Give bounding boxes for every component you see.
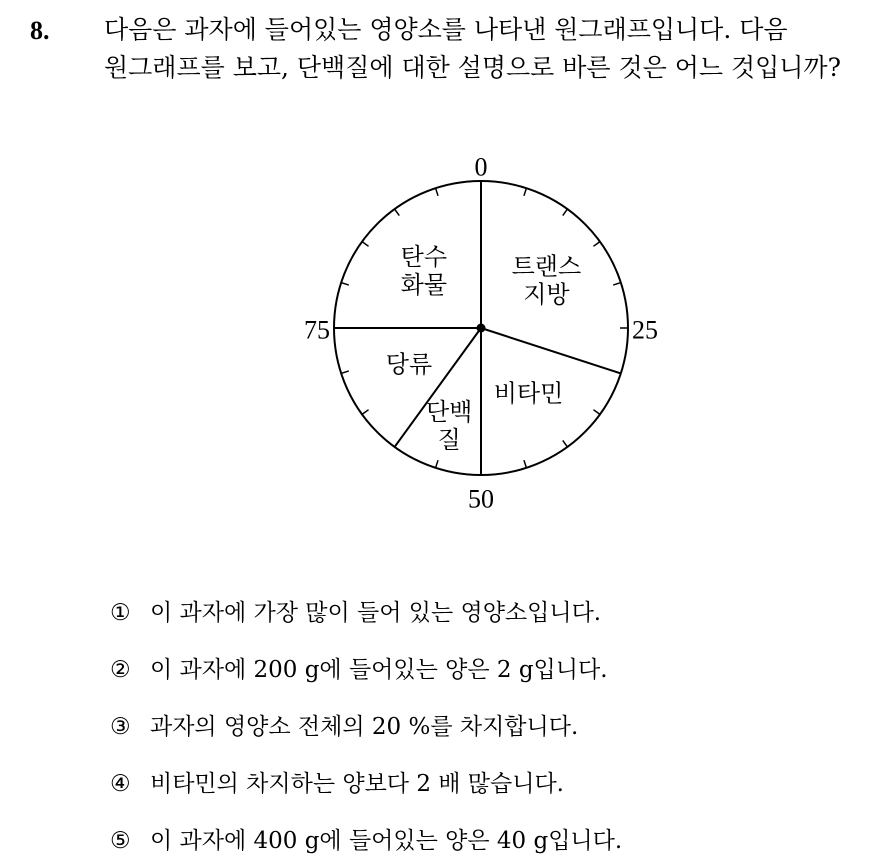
center-dot: [477, 324, 486, 333]
choice-number: ④: [110, 771, 131, 797]
slice-label: 탄수: [400, 242, 448, 271]
answer-choice-2[interactable]: [110, 655, 608, 685]
slice-label: 비타민: [493, 379, 564, 408]
choice-text: 이 과자에 가장 많이 들어 있는 영양소입니다.: [150, 600, 602, 626]
choice-number: ①: [110, 600, 131, 626]
slice-label: 질: [437, 425, 461, 454]
slice-label: 트랜스: [511, 252, 582, 281]
choice-number: ③: [110, 714, 131, 740]
question-text-line-2: 원그래프를 보고, 단백질에 대한 설명으로 바른 것은 어느 것입니까?: [104, 53, 841, 82]
tick-label: 0: [474, 152, 488, 182]
choice-text: 이 과자에 200 g에 들어있는 양은 2 g입니다.: [150, 657, 608, 683]
question-text-line-1: 다음은 과자에 들어있는 영양소를 나타낸 원그래프입니다. 다음: [104, 15, 788, 44]
answer-choice-5[interactable]: [110, 826, 622, 856]
slice-label: 당류: [385, 350, 433, 379]
choice-number: ⑤: [110, 828, 131, 854]
slice-label: 지방: [523, 280, 570, 309]
answer-choice-4[interactable]: [110, 769, 564, 799]
choice-text: 이 과자에 400 g에 들어있는 양은 40 g입니다.: [150, 828, 623, 854]
choice-number: ②: [110, 657, 131, 683]
answer-choice-3[interactable]: [110, 712, 578, 742]
choice-text: 비타민의 차지하는 양보다 2 배 많습니다.: [150, 771, 564, 797]
question-number: 8.: [30, 16, 50, 45]
tick-label: 75: [304, 315, 330, 345]
tick-label: 25: [632, 315, 658, 345]
answer-choice-1[interactable]: [110, 598, 601, 628]
slice-label: 단백: [426, 397, 473, 426]
slice-label: 화물: [400, 270, 448, 299]
tick-label: 50: [468, 484, 494, 514]
choice-text: 과자의 영양소 전체의 20 %를 차지합니다.: [150, 714, 579, 740]
